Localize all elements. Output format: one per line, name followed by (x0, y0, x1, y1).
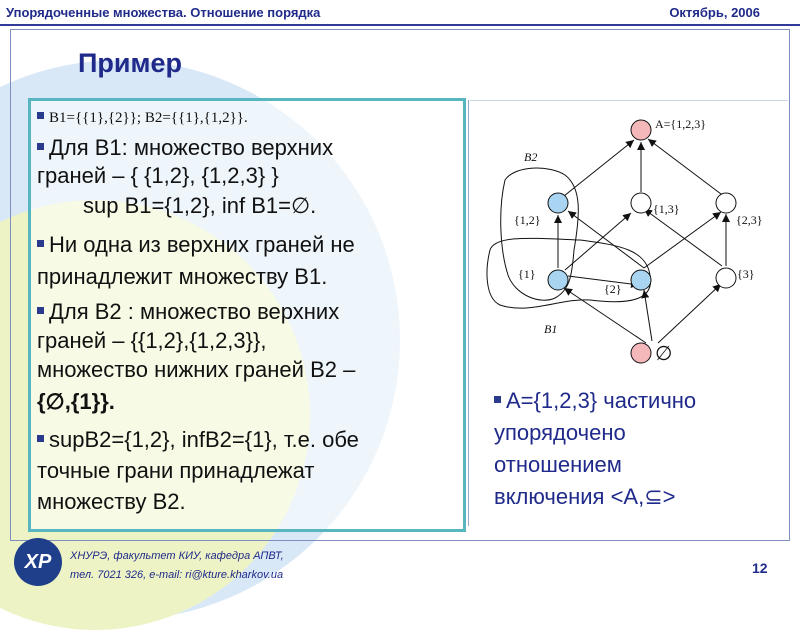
label-b1: B1 (544, 322, 558, 336)
text-line: Ни одна из верхних граней не (37, 232, 355, 258)
node-top (631, 120, 651, 140)
footer-line-1: ХНУРЭ, факультет КИУ, кафедра АПВТ, (70, 550, 284, 562)
bullet-icon (494, 396, 501, 403)
label-b2: B2 (524, 150, 538, 164)
bullet-icon (37, 307, 44, 314)
side-line: отношением (494, 452, 622, 477)
side-line: включения <A,⊆> (494, 484, 676, 509)
label-13: {1,3} (653, 202, 680, 216)
label-12: {1,2} (514, 213, 541, 227)
label-23: {2,3} (736, 213, 763, 227)
side-line: A={1,2,3} частично (494, 385, 794, 417)
content-box (28, 98, 466, 532)
node-bottom (631, 343, 651, 363)
text-line: граней – { {1,2}, {1,2,3} } (37, 163, 279, 188)
node-23 (716, 193, 736, 213)
side-text (494, 385, 794, 513)
text-line: точные грани принадлежат (37, 458, 315, 483)
diagram-edges (558, 139, 726, 343)
slide-title: Пример (78, 48, 182, 78)
hasse-diagram (470, 100, 790, 380)
text-line: граней – {{1,2},{1,2,3}}, (37, 328, 267, 353)
node-2 (631, 270, 651, 290)
column-divider (468, 100, 469, 526)
header-divider (0, 24, 800, 26)
label-3: {3} (737, 267, 755, 281)
header-title: Упорядоченные множества. Отношение порядка (6, 5, 321, 20)
node-1 (548, 270, 568, 290)
label-1: {1} (518, 267, 536, 281)
text-line: {∅,{1}}. (37, 389, 115, 414)
label-top: A={1,2,3} (655, 117, 706, 131)
text-line: принадлежит множеству B1. (37, 264, 328, 289)
side-line: упорядочено (494, 420, 626, 445)
node-3 (716, 268, 736, 288)
label-2: {2} (604, 282, 622, 296)
text-line: множество нижних граней B2 – (37, 357, 356, 382)
bullet-icon (37, 112, 44, 119)
header-date: Октябрь, 2006 (669, 5, 760, 20)
text-line: Для B1: множество верхних (37, 135, 333, 161)
university-logo: ХР (14, 538, 62, 586)
bullet-icon (37, 143, 44, 150)
text-line: Для B2 : множество верхних (37, 299, 339, 325)
page-number: 12 (752, 560, 768, 576)
bullet-icon (37, 435, 44, 442)
header (0, 0, 800, 26)
node-12 (548, 193, 568, 213)
bullet-icon (37, 240, 44, 247)
node-13 (631, 193, 651, 213)
footer-line-2: тел. 7021 326, e-mail: ri@kture.kharkov.ua (70, 569, 284, 581)
text-line: sup B1={1,2}, inf B1=∅. (83, 193, 317, 218)
label-bottom: ∅ (655, 343, 673, 365)
text-line: множеству B2. (37, 489, 186, 514)
set-contours (487, 168, 651, 308)
text-line: B1={{1},{2}}; B2={{1},{1,2}}. (37, 105, 248, 131)
text-line: supB2={1,2}, infB2={1}, т.е. обе (37, 427, 359, 453)
